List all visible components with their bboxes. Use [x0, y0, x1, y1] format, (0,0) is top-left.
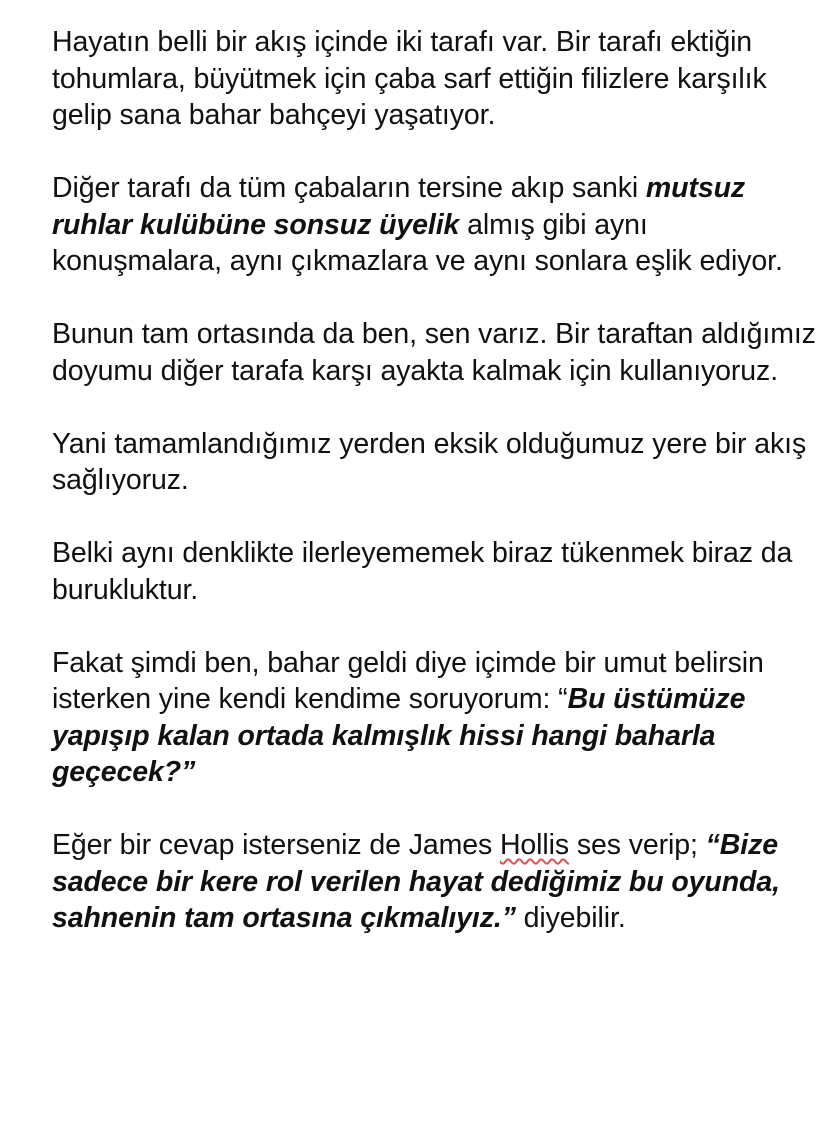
document-body	[52, 24, 822, 973]
paragraph-2	[52, 170, 822, 280]
paragraph-7-emphasis-quote: “Bize sadece bir kere rol verilen hayat dediğimiz bu oyunda, sahnenin tam ortasına çıkmalıyız.”	[52, 829, 780, 934]
paragraph-7	[52, 827, 822, 937]
paragraph-6-emphasis-quote: Bu üstümüze yapışıp kalan ortada kalmışlık hissi hangi baharla geçecek?”	[52, 683, 746, 788]
paragraph-6-text-before: Fakat şimdi ben, bahar geldi diye içimde bir umut belirsin isterken yine kendi kendime soruyorum:	[52, 646, 764, 715]
paragraph-7-text-middle: ses verip;	[569, 829, 706, 861]
paragraph-6-quote-open: “	[558, 683, 568, 715]
paragraph-4-text: Yani tamamlandığımız yerden eksik olduğumuz yere bir akış sağlıyoruz.	[52, 427, 807, 496]
spellcheck-flagged-word[interactable]: Hollis	[499, 829, 570, 861]
paragraph-2-text-before: Diğer tarafı da tüm çabaların tersine akıp sanki	[52, 172, 646, 204]
paragraph-2-emphasis: mutsuz ruhlar kulübüne sonsuz üyelik	[52, 172, 746, 241]
paragraph-4	[52, 426, 822, 499]
paragraph-6	[52, 645, 822, 791]
paragraph-5	[52, 535, 822, 608]
paragraph-7-text-after: diyebilir.	[515, 902, 626, 934]
paragraph-3	[52, 316, 822, 389]
paragraph-3-text: Bunun tam ortasında da ben, sen varız. Bir taraftan aldığımız doyumu diğer tarafa karşı ayakta kalmak için kullanıyoruz.	[52, 318, 816, 387]
paragraph-1	[52, 24, 822, 134]
paragraph-1-text: Hayatın belli bir akış içinde iki tarafı var. Bir tarafı ektiğin tohumlara, büyütmek için çaba sarf ettiğin filizlere karşılık gelip sana bahar bahçeyi yaşatıyor.	[52, 26, 767, 131]
paragraph-7-text-before: Eğer bir cevap isterseniz de James	[52, 829, 500, 861]
paragraph-5-text: Belki aynı denklikte ilerleyememek biraz tükenmek biraz da burukluktur.	[52, 537, 793, 606]
paragraph-2-text-after: almış gibi aynı konuşmalara, aynı çıkmazlara ve aynı sonlara eşlik ediyor.	[52, 208, 783, 277]
